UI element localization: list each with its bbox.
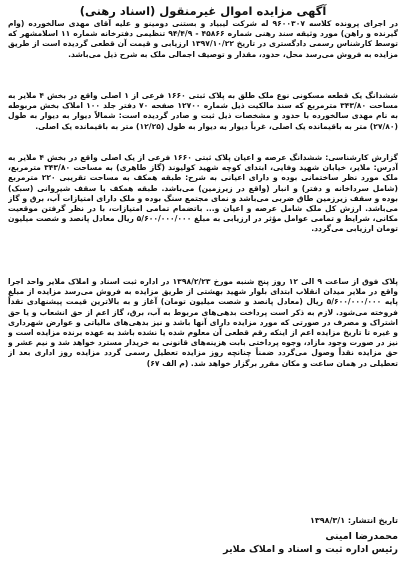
property-specs-paragraph: ششدانگ یک قطعه مسکونی نوع ملک طلق به پلاک ثبتی ۱۶۶۰ فرعی از ۱ اصلی واقع در بخش ۴ ملایر به مساحت ۳۴۳/۸۰ مترمربع که سند مالکیت ذیل شماره ۱۲۷۰۰ صفحه ۷۰ دفتر جلد ۱۰۰ املاک بخش مربوطه به نام مهدی سالخورده با حدود و مشخصات ذیل ثبت و صادر گردیده است: شمالاً دیوار به دیوار به طول (۲۷/۸۰) متر به باقیمانده یک اصلی، غرباً دیوار به دیوار به طول (۱۲/۲۵) متر به باقیمانده یک اصلی. (8, 91, 398, 131)
auction-terms-paragraph: پلاک فوق از ساعت ۹ الی ۱۲ روز پنج شنبه مورخ ۱۳۹۸/۲/۲۳ در اداره ثبت اسناد و املاک ملایر واحد اجرا واقع در ملایر میدان انقلاب ابتدای بلوار شهید بهشتی از طریق مزایده به فروش می‌رسد مزایده از مبلغ پایه ۵/۶۰۰/۰۰۰/۰۰۰ ریال (معادل پانصد و شصت میلیون تومان) آغاز و به بالاترین قیمت پیشنهادی نقداً فروخته می‌شود. لازم به ذکر است پرداخت بدهی‌های مربوط به آب، برق، گاز اعم از حق انشعاب و یا حق اشتراک و مصرف در صورتی که مورد مزایده دارای آنها باشد و نیز بدهی‌های مالیاتی و عوارض شهرداری و غیره تا تاریخ مزایده اعم از اینکه رقم قطعی آن معلوم شده یا نشده باشد به عهده برنده مزایده است و نیز در صورت وجود مازاد، وجوه پرداختی بابت هزینه‌های قانونی به خریدار مسترد خواهد شد و نیم عشر و حق مزایده نقداً وصول می‌گردد ضمناً چنانچه روز مزایده تعطیل رسمی گردد مزایده روز اداری بعد از تعطیلی در همان ساعت و مکان مقرر برگزار خواهد شد. (م الف ۶۷) (8, 277, 398, 368)
intro-paragraph: در اجرای پرونده کلاسه ۹۶۰۰۳۰۷ له شرکت لیبیاد و بستنی دومینو و علیه آقای مهدی سالخورده (وام گیرنده و راهن) مورد وثیقه سند رهنی شماره ۴۵۸۶۶ - ۹۴/۴/۹ تنظیمی دفترخانه شماره ۱۱ اسلامشهر که توسط کارشناس رسمی دادگستری در تاریخ ۱۳۹۷/۱۰/۲۲ ارزیابی و قیمت آن قطعی گردیده است از طریق مزایده به فروش می‌رسد محل، حدود، مقدار و توصیف اجمالی ملک به شرح ذیل می‌باشد. (8, 19, 398, 59)
expert-report-paragraph: گزارش کارشناسی: ششدانگ عرصه و اعیان پلاک ثبتی ۱۶۶۰ فرعی از یک اصلی واقع در بخش ۴ ملایر به آدرس: ملایر، خیابان شهید وفایی، ابتدای کوچه شهید کولیوند (گاز طاهری) به مساحت ۳۴۳/۸۰ مترمربع، ملک مورد نظر ساختمانی بوده و دارای اعیانی به شرح: طبقه همکف به مساحت تقریبی ۲۲۰ مترمربع (شامل سرداخانه و دفتر) و انبار (واقع در زیرزمین) می‌باشد. طبقه همکف با سقف شیروانی (سبک) بوده و سقف زیرزمین طاق ضربی می‌باشد و نمای مجتمع سنگ بوده و ملک دارای امتیازات آب، برق و گاز می‌باشد. ارزش کل ملک شامل عرصه و اعیان و... باتضمام تمامی امتیازات، با در نظر گرفتن موقعیت مکانی، شرایط و تمامی عوامل مؤثر در ارزیابی به مبلغ ۵/۶۰۰/۰۰۰/۰۰۰ ریال معادل پانصد و شصت میلیون تومان ارزیابی می‌گردد. (8, 153, 398, 234)
publish-date: تاریخ انتشار: ۱۳۹۸/۳/۱ (309, 516, 398, 525)
notice-title: آگهی مزایده اموال غیرمنقول (اسناد رهنی) (79, 4, 327, 18)
signer-name: محمدرضا امینی (325, 531, 398, 542)
notice-footer (8, 515, 398, 556)
signer-title: رئیس اداره ثبت و اسناد و املاک ملایر (223, 544, 398, 555)
